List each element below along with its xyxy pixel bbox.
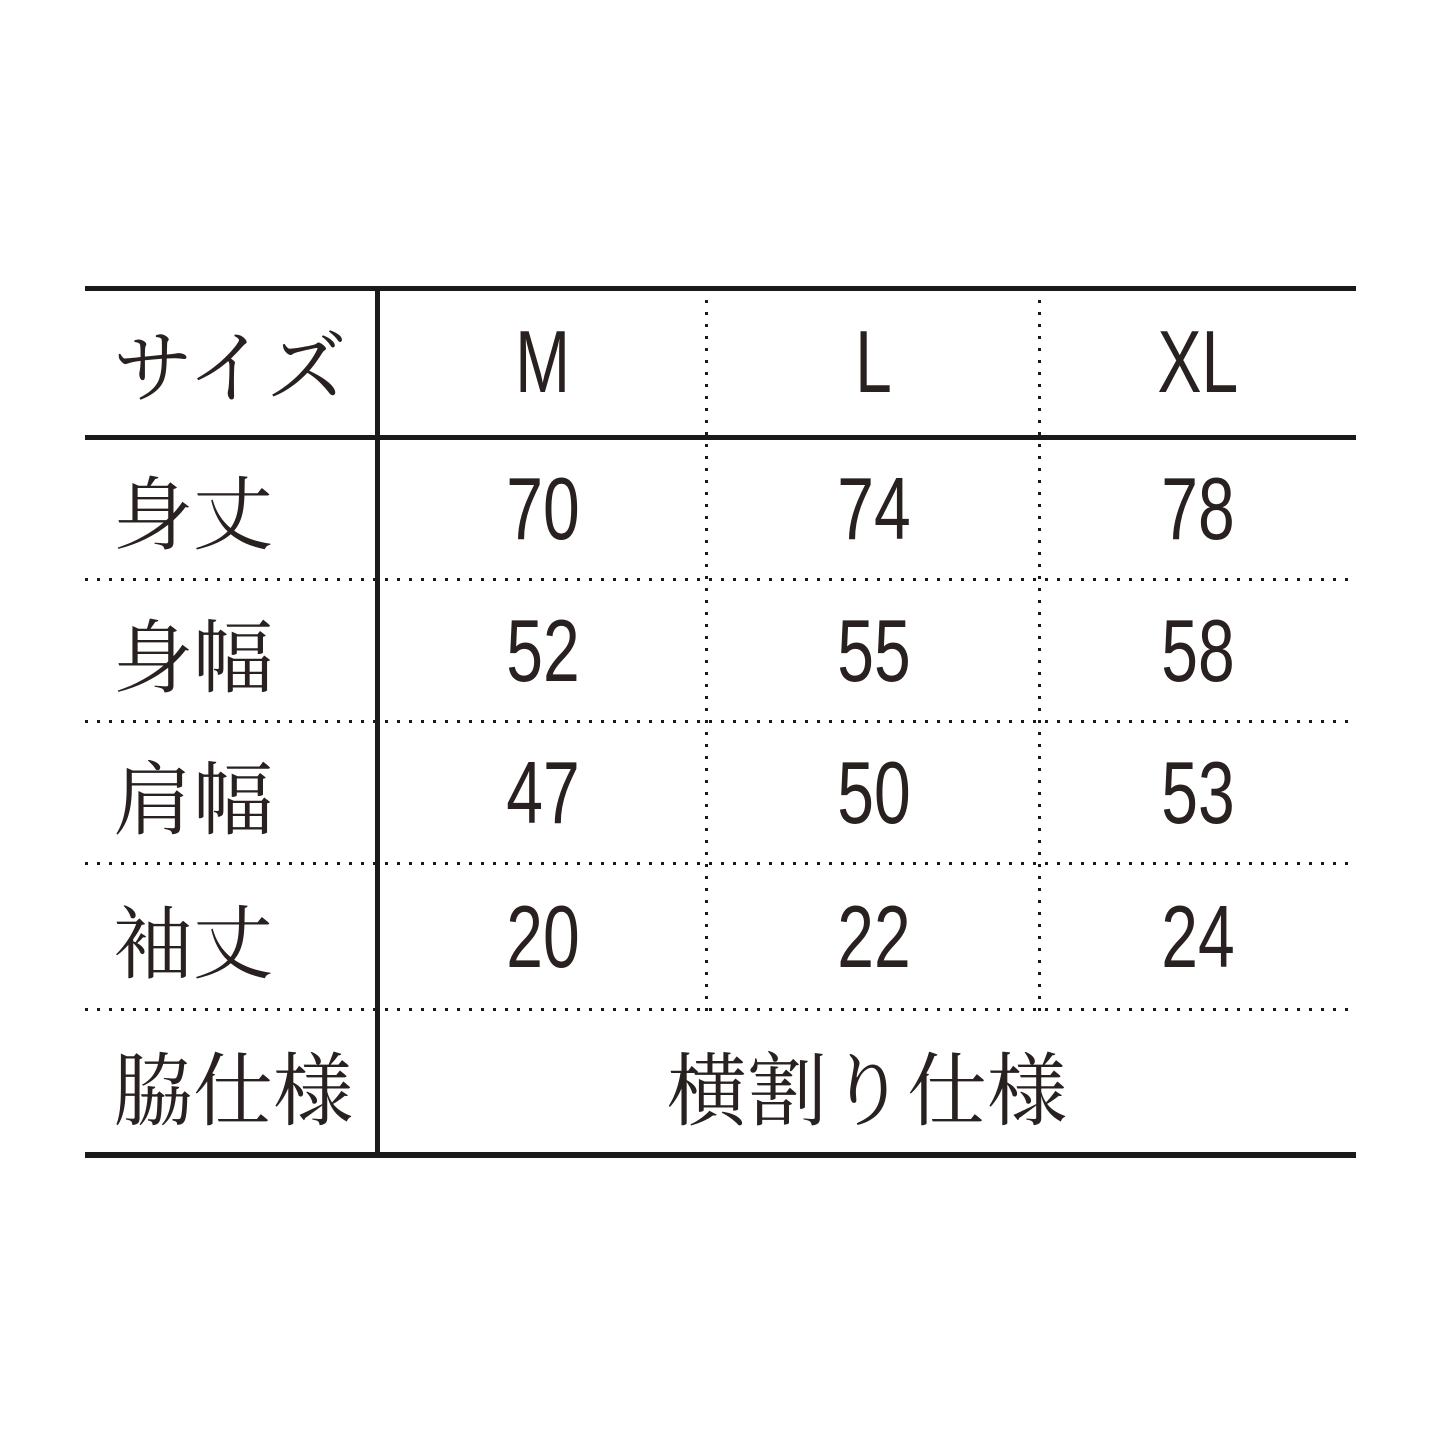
size-chart-table (85, 286, 1356, 1158)
value-text: 55 (836, 601, 911, 700)
value-text: 53 (1161, 743, 1235, 842)
value-text: 47 (505, 743, 580, 842)
header-cell-xl (1040, 286, 1356, 437)
value-text: 20 (505, 887, 580, 986)
size-header-label: サイズ (113, 324, 347, 413)
value-cell-shoulder-width-xl (1040, 722, 1356, 864)
value-cell-body-length-xl (1040, 437, 1356, 580)
header-cell-m (378, 286, 707, 437)
merged-value-cell-side-spec (378, 1010, 1356, 1158)
value-text: 78 (1161, 458, 1235, 558)
header-cell-l (707, 286, 1040, 437)
value-text: 24 (1161, 887, 1235, 986)
header-cell-size (85, 286, 378, 437)
value-cell-body-width-xl (1040, 580, 1356, 722)
value-text: 58 (1161, 601, 1235, 700)
row-label-text: 身幅 (113, 613, 273, 703)
value-cell-sleeve-length-m (378, 864, 707, 1010)
value-cell-body-length-m (378, 437, 707, 580)
value-text: 22 (836, 887, 911, 986)
value-cell-shoulder-width-m (378, 722, 707, 864)
value-cell-sleeve-length-l (707, 864, 1040, 1010)
row-label-body-length (85, 437, 378, 580)
value-text: 52 (505, 601, 580, 700)
value-cell-body-length-l (707, 437, 1040, 580)
value-cell-shoulder-width-l (707, 722, 1040, 864)
row-label-text: 袖丈 (113, 899, 273, 989)
row-label-sleeve-length (85, 864, 378, 1010)
row-label-text: 身丈 (113, 471, 273, 560)
value-cell-body-width-l (707, 580, 1040, 722)
value-text: 70 (505, 458, 580, 558)
column-header-xl: XL (1157, 311, 1239, 411)
value-cell-body-width-m (378, 580, 707, 722)
row-label-body-width (85, 580, 378, 722)
row-label-side-spec (85, 1010, 378, 1158)
row-label-text: 脇仕様 (113, 1046, 353, 1136)
column-header-l: L (855, 311, 892, 411)
value-text: 74 (836, 458, 911, 558)
column-header-m: M (515, 311, 570, 411)
row-label-shoulder-width (85, 722, 378, 864)
merged-value-text: 横割り仕様 (667, 1046, 1067, 1136)
row-label-text: 肩幅 (113, 755, 273, 845)
value-cell-sleeve-length-xl (1040, 864, 1356, 1010)
value-text: 50 (836, 743, 911, 842)
